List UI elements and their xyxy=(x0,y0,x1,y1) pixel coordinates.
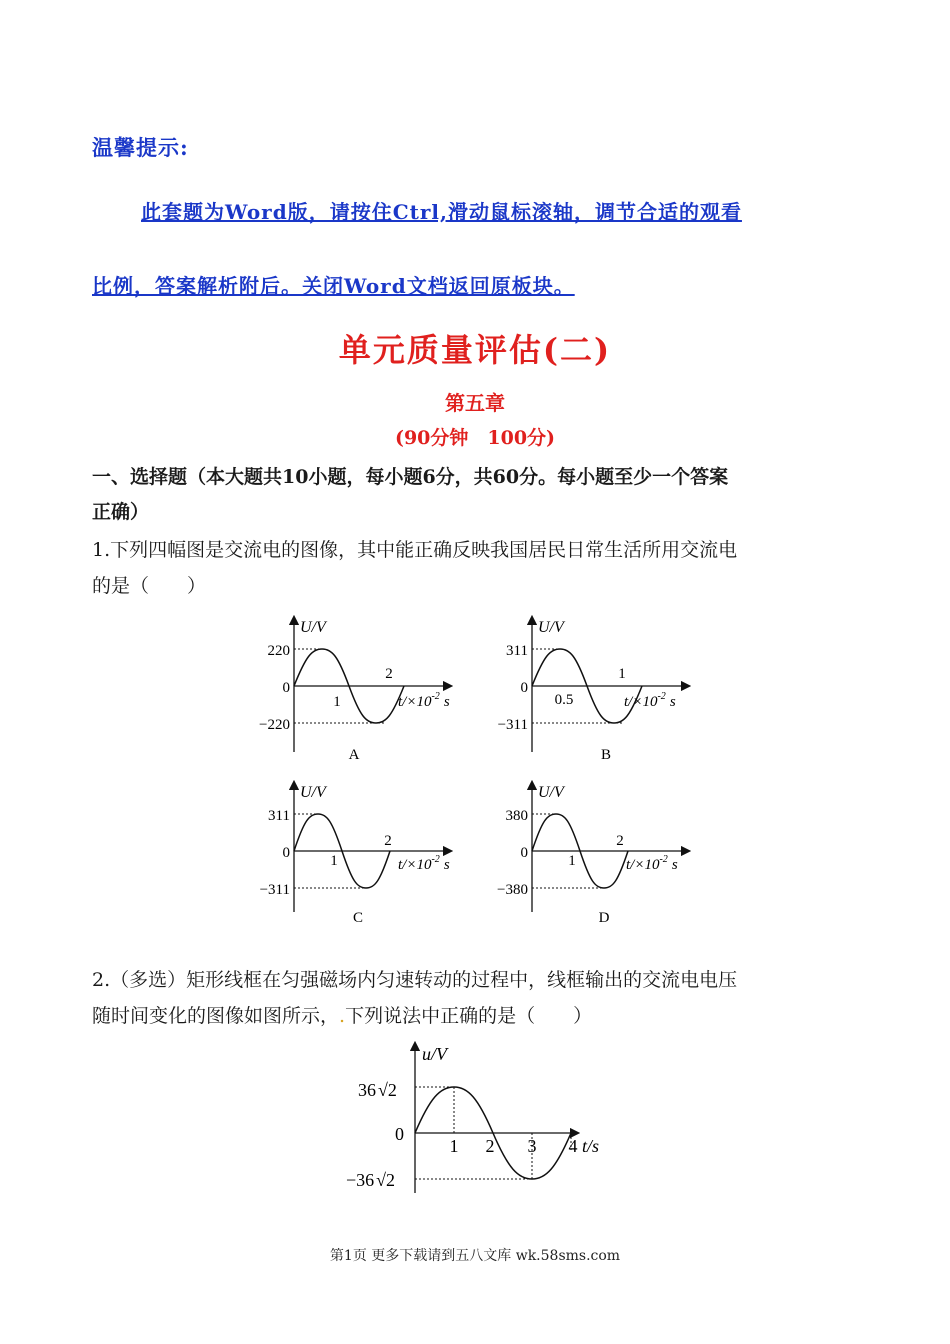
y-min-label: −380 xyxy=(497,882,528,898)
tip-line-2[interactable]: 比例，答案解析附后。关闭Word文档返回原板块。 xyxy=(92,274,575,298)
tick-1: 1 xyxy=(568,853,576,869)
tip-title: 温馨提示: xyxy=(92,135,189,160)
question-2-line-2: 随时间变化的图像如图所示，.下列说法中正确的是（ ） xyxy=(92,1005,593,1027)
y-label: U/V xyxy=(300,619,326,636)
section-heading-line-2: 正确） xyxy=(92,501,150,523)
tick-1: 0.5 xyxy=(554,692,574,708)
tip-line-1[interactable]: 此套题为Word版，请按住Ctrl,滑动鼠标滚轴，调节合适的观看 xyxy=(141,200,742,224)
y-max-label: 36 √2 xyxy=(358,1080,397,1100)
x-label: $t/\times 10^{-2}$ s xyxy=(398,691,450,710)
zero-label: 0 xyxy=(282,845,290,861)
tick-2: 1 xyxy=(618,666,626,682)
graph-q2 xyxy=(340,1038,620,1198)
y-min-label: −36 √2 xyxy=(346,1170,396,1190)
zero-label: 0 xyxy=(520,680,528,696)
tick-2: 2 xyxy=(384,833,392,849)
tick-1: 1 xyxy=(449,1136,459,1156)
graph-c xyxy=(248,777,468,932)
zero-label: 0 xyxy=(282,680,290,696)
graph-label: A xyxy=(348,747,360,763)
tick-2: 2 xyxy=(385,666,393,682)
question-2-line-1: 2.（多选）矩形线框在匀强磁场内匀速转动的过程中，线框输出的交流电电压 xyxy=(92,969,738,991)
y-min-label: −220 xyxy=(259,717,290,733)
y-max-label: 380 xyxy=(505,808,528,824)
graph-label: B xyxy=(600,747,612,763)
section-heading-line-1: 一、选择题（本大题共10小题，每小题6分，共60分。每小题至少一个答案 xyxy=(92,466,729,488)
y-max-label: 220 xyxy=(267,643,290,659)
question-1-line-1: 1.下列四幅图是交流电的图像，其中能正确反映我国居民日常生活所用交流电 xyxy=(92,539,738,561)
tick-2: 2 xyxy=(485,1136,495,1156)
y-label: U/V xyxy=(538,619,564,636)
chapter-label: 第五章 xyxy=(445,391,505,415)
zero-label: 0 xyxy=(395,1124,404,1144)
x-label: $t/\times 10^{-2}$ s xyxy=(398,854,450,873)
x-label: $t/\times 10^{-2}$ s xyxy=(624,691,676,710)
tick-1: 1 xyxy=(333,694,341,710)
y-min-label: −311 xyxy=(259,882,290,898)
question-1-line-2: 的是（ ） xyxy=(92,575,207,597)
graph-d xyxy=(486,777,706,932)
x-label: t/s xyxy=(582,1136,600,1156)
tick-2: 2 xyxy=(616,833,624,849)
y-label: U/V xyxy=(538,784,564,801)
graph-b xyxy=(486,612,706,767)
page-footer: 第1页 更多下载请到五八文库 wk.58sms.com xyxy=(329,1248,621,1264)
graph-a xyxy=(248,612,468,767)
y-max-label: 311 xyxy=(268,808,290,824)
tick-3: 3 xyxy=(527,1136,537,1156)
tick-1: 1 xyxy=(330,853,338,869)
y-max-label: 311 xyxy=(506,643,528,659)
y-label: u/V xyxy=(422,1044,447,1064)
x-label: $t/\times 10^{-2}$ s xyxy=(626,854,678,873)
graph-label: C xyxy=(352,910,364,926)
time-score-label: (90分钟 100分) xyxy=(394,427,556,449)
graph-label: D xyxy=(598,910,610,926)
page-title: 单元质量评估(二) xyxy=(338,331,612,369)
y-label: U/V xyxy=(300,784,326,801)
y-min-label: −311 xyxy=(497,717,528,733)
tick-4: 4 xyxy=(568,1136,578,1156)
zero-label: 0 xyxy=(520,845,528,861)
